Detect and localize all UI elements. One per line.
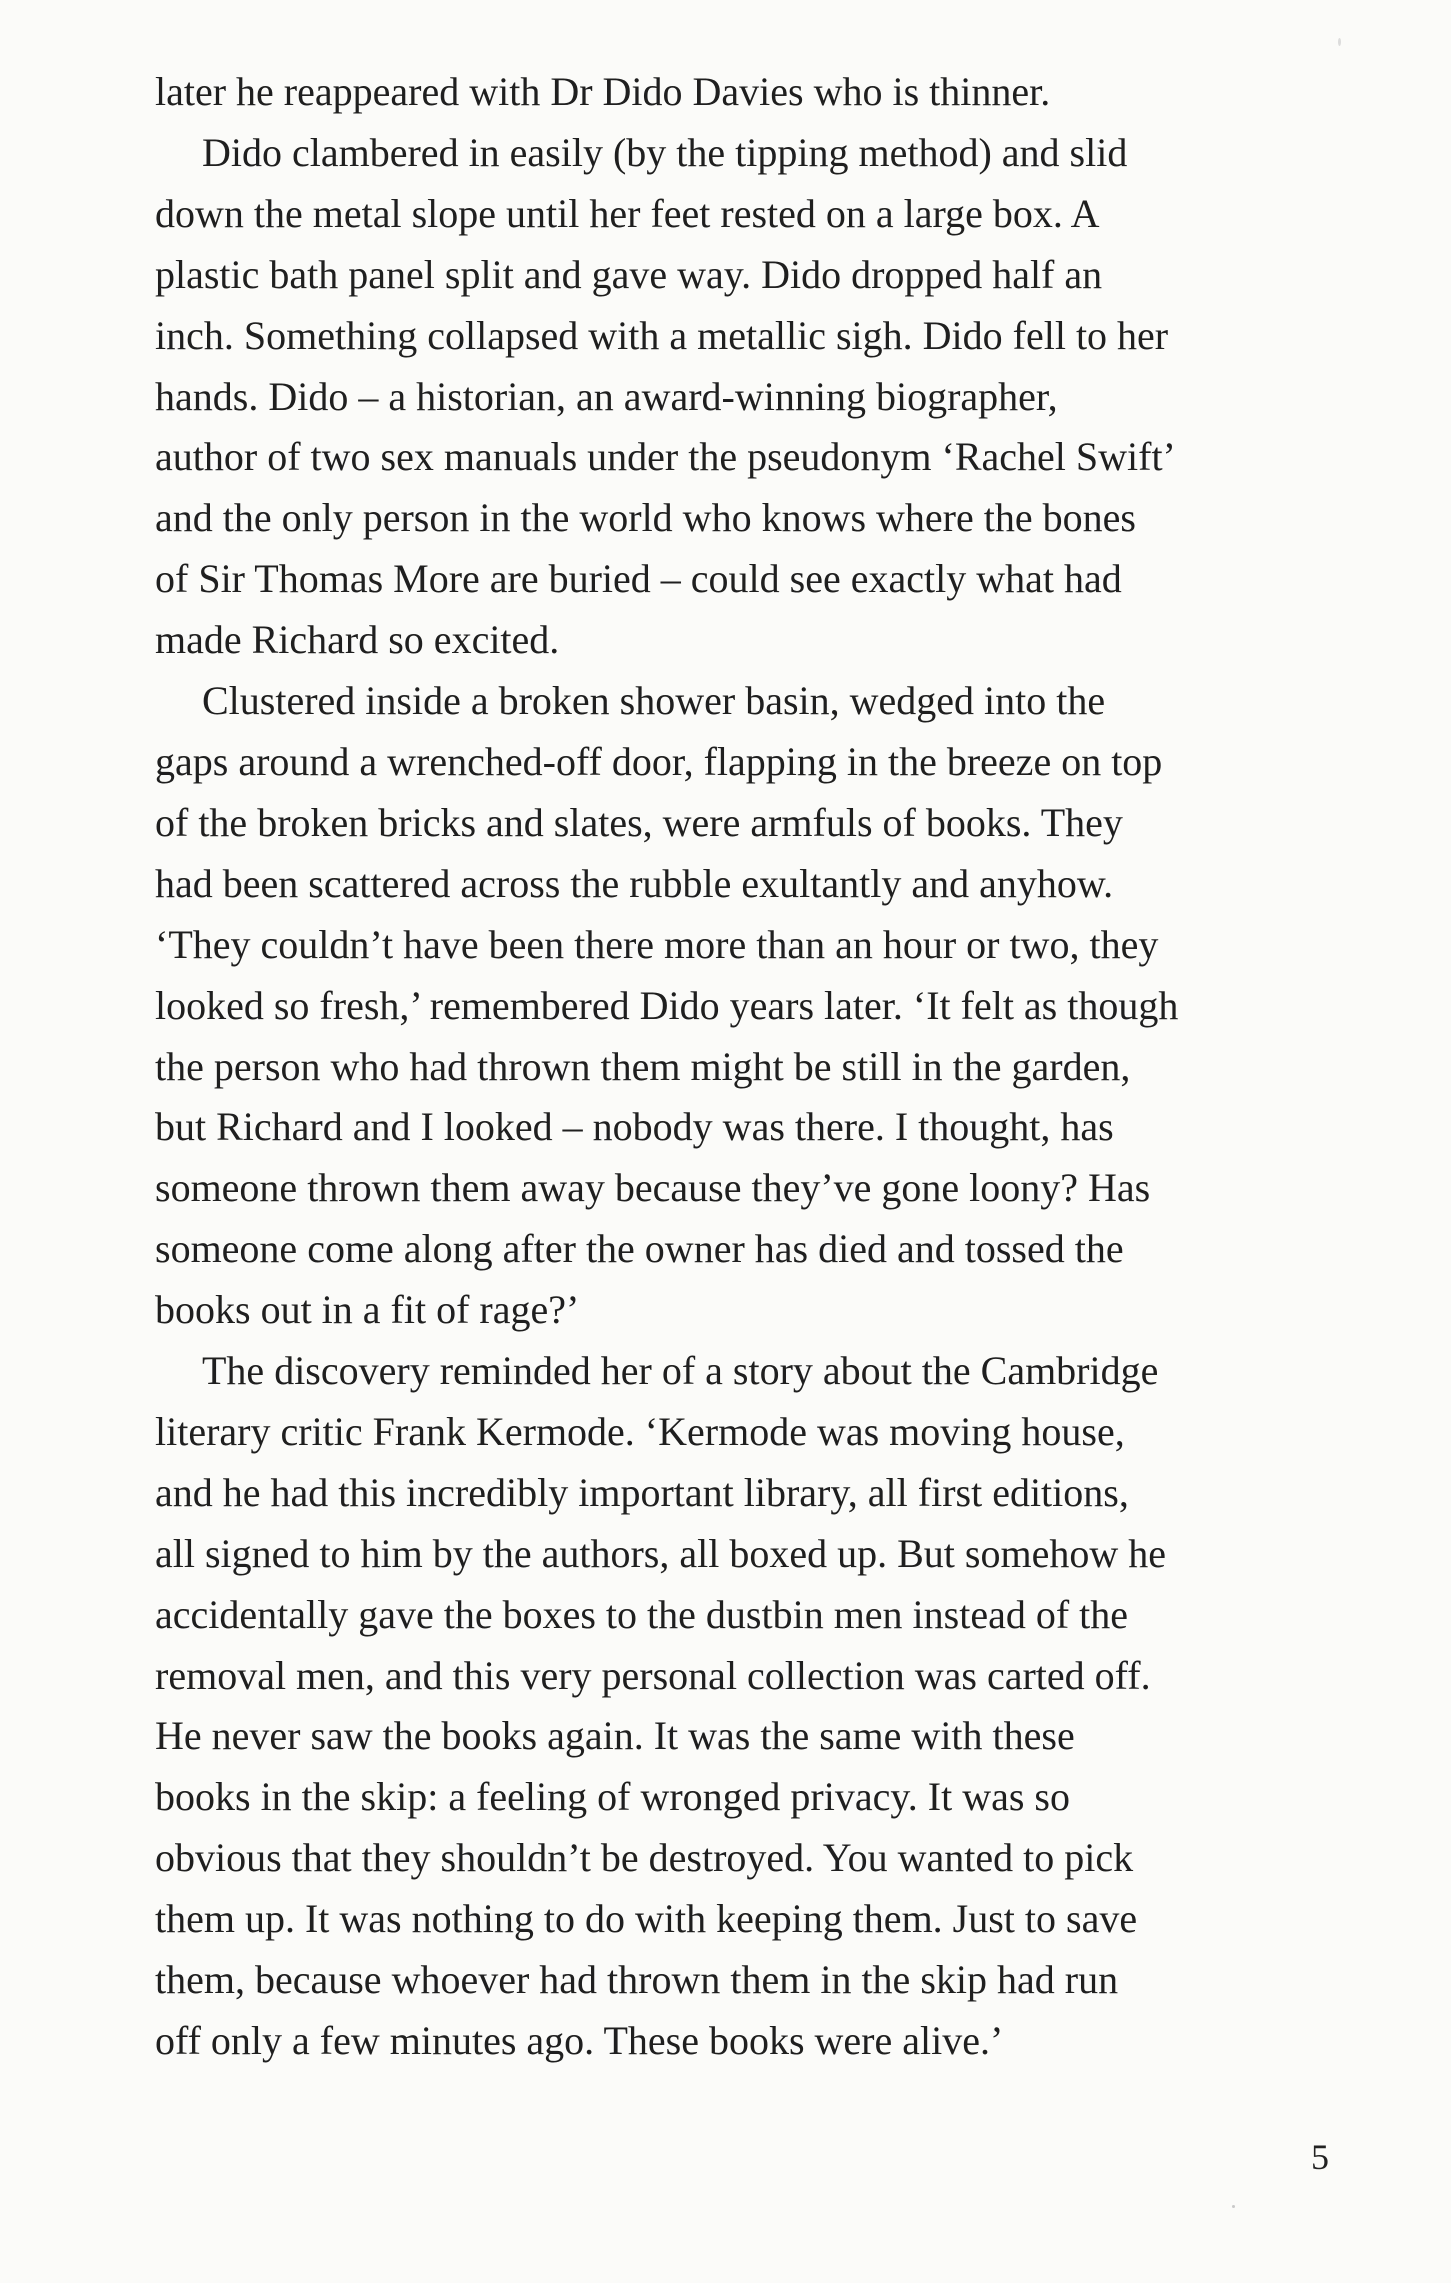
text-line: gaps around a wrenched-off door, flapping in the breeze on top xyxy=(155,738,1163,784)
text-line: Clustered inside a broken shower basin, wedged into the xyxy=(202,678,1106,724)
text-line: ‘They couldn’t have been there more than an hour or two, they xyxy=(155,921,1159,967)
paragraph-3 xyxy=(155,671,1315,1341)
text-line: He never saw the books again. It was the same with these xyxy=(155,1713,1075,1759)
text-line: books out in a fit of rage?’ xyxy=(155,1287,580,1333)
text-line: Dido clambered in easily (by the tipping method) and slid xyxy=(202,129,1128,175)
body-text xyxy=(155,62,1315,2072)
text-line: off only a few minutes ago. These books were alive.’ xyxy=(155,2018,1004,2063)
text-line: The discovery reminded her of a story about the Cambridge xyxy=(202,1348,1159,1394)
paragraph-1 xyxy=(155,62,1315,123)
text-line: of the broken bricks and slates, were armfuls of books. They xyxy=(155,799,1123,845)
text-line: made Richard so excited. xyxy=(155,617,560,663)
text-line: and he had this incredibly important library, all first editions, xyxy=(155,1469,1129,1515)
text-line: but Richard and I looked – nobody was there. I thought, has xyxy=(155,1104,1114,1150)
text-line: and the only person in the world who knows where the bones xyxy=(155,495,1136,541)
text-line: inch. Something collapsed with a metallic sigh. Dido fell to her xyxy=(155,312,1169,358)
text-line: the person who had thrown them might be still in the garden, xyxy=(155,1043,1131,1089)
text-line: someone come along after the owner has died and tossed the xyxy=(155,1226,1124,1272)
text-line: of Sir Thomas More are buried – could see exactly what had xyxy=(155,556,1122,602)
text-line: hands. Dido – a historian, an award-winning biographer, xyxy=(155,373,1058,419)
text-line: looked so fresh,’ remembered Dido years later. ‘It felt as though xyxy=(155,982,1179,1028)
text-line: plastic bath panel split and gave way. Dido dropped half an xyxy=(155,251,1103,297)
text-line: all signed to him by the authors, all boxed up. But somehow he xyxy=(155,1530,1166,1576)
text-line: literary critic Frank Kermode. ‘Kermode was moving house, xyxy=(155,1408,1125,1454)
paper-speck xyxy=(1338,38,1341,46)
page-number: 5 xyxy=(1311,2137,1329,2177)
text-line: them, because whoever had thrown them in the skip had run xyxy=(155,1957,1119,2003)
paper-speck xyxy=(1232,2205,1235,2208)
text-line: removal men, and this very personal collection was carted off. xyxy=(155,1652,1151,1698)
text-line: obvious that they shouldn’t be destroyed. You wanted to pick xyxy=(155,1835,1134,1881)
text-line: books in the skip: a feeling of wronged privacy. It was so xyxy=(155,1774,1070,1820)
text-line: later he reappeared with Dr Dido Davies who is thinner. xyxy=(155,69,1051,114)
text-line: author of two sex manuals under the pseudonym ‘Rachel Swift’ xyxy=(155,434,1176,480)
text-line: had been scattered across the rubble exultantly and anyhow. xyxy=(155,860,1114,906)
text-line: someone thrown them away because they’ve gone loony? Has xyxy=(155,1165,1151,1211)
text-line: down the metal slope until her feet rested on a large box. A xyxy=(155,190,1100,236)
text-line: accidentally gave the boxes to the dustbin men instead of the xyxy=(155,1591,1129,1637)
paragraph-4 xyxy=(155,1341,1315,2072)
text-line: them up. It was nothing to do with keeping them. Just to save xyxy=(155,1896,1138,1942)
paragraph-2 xyxy=(155,123,1315,671)
